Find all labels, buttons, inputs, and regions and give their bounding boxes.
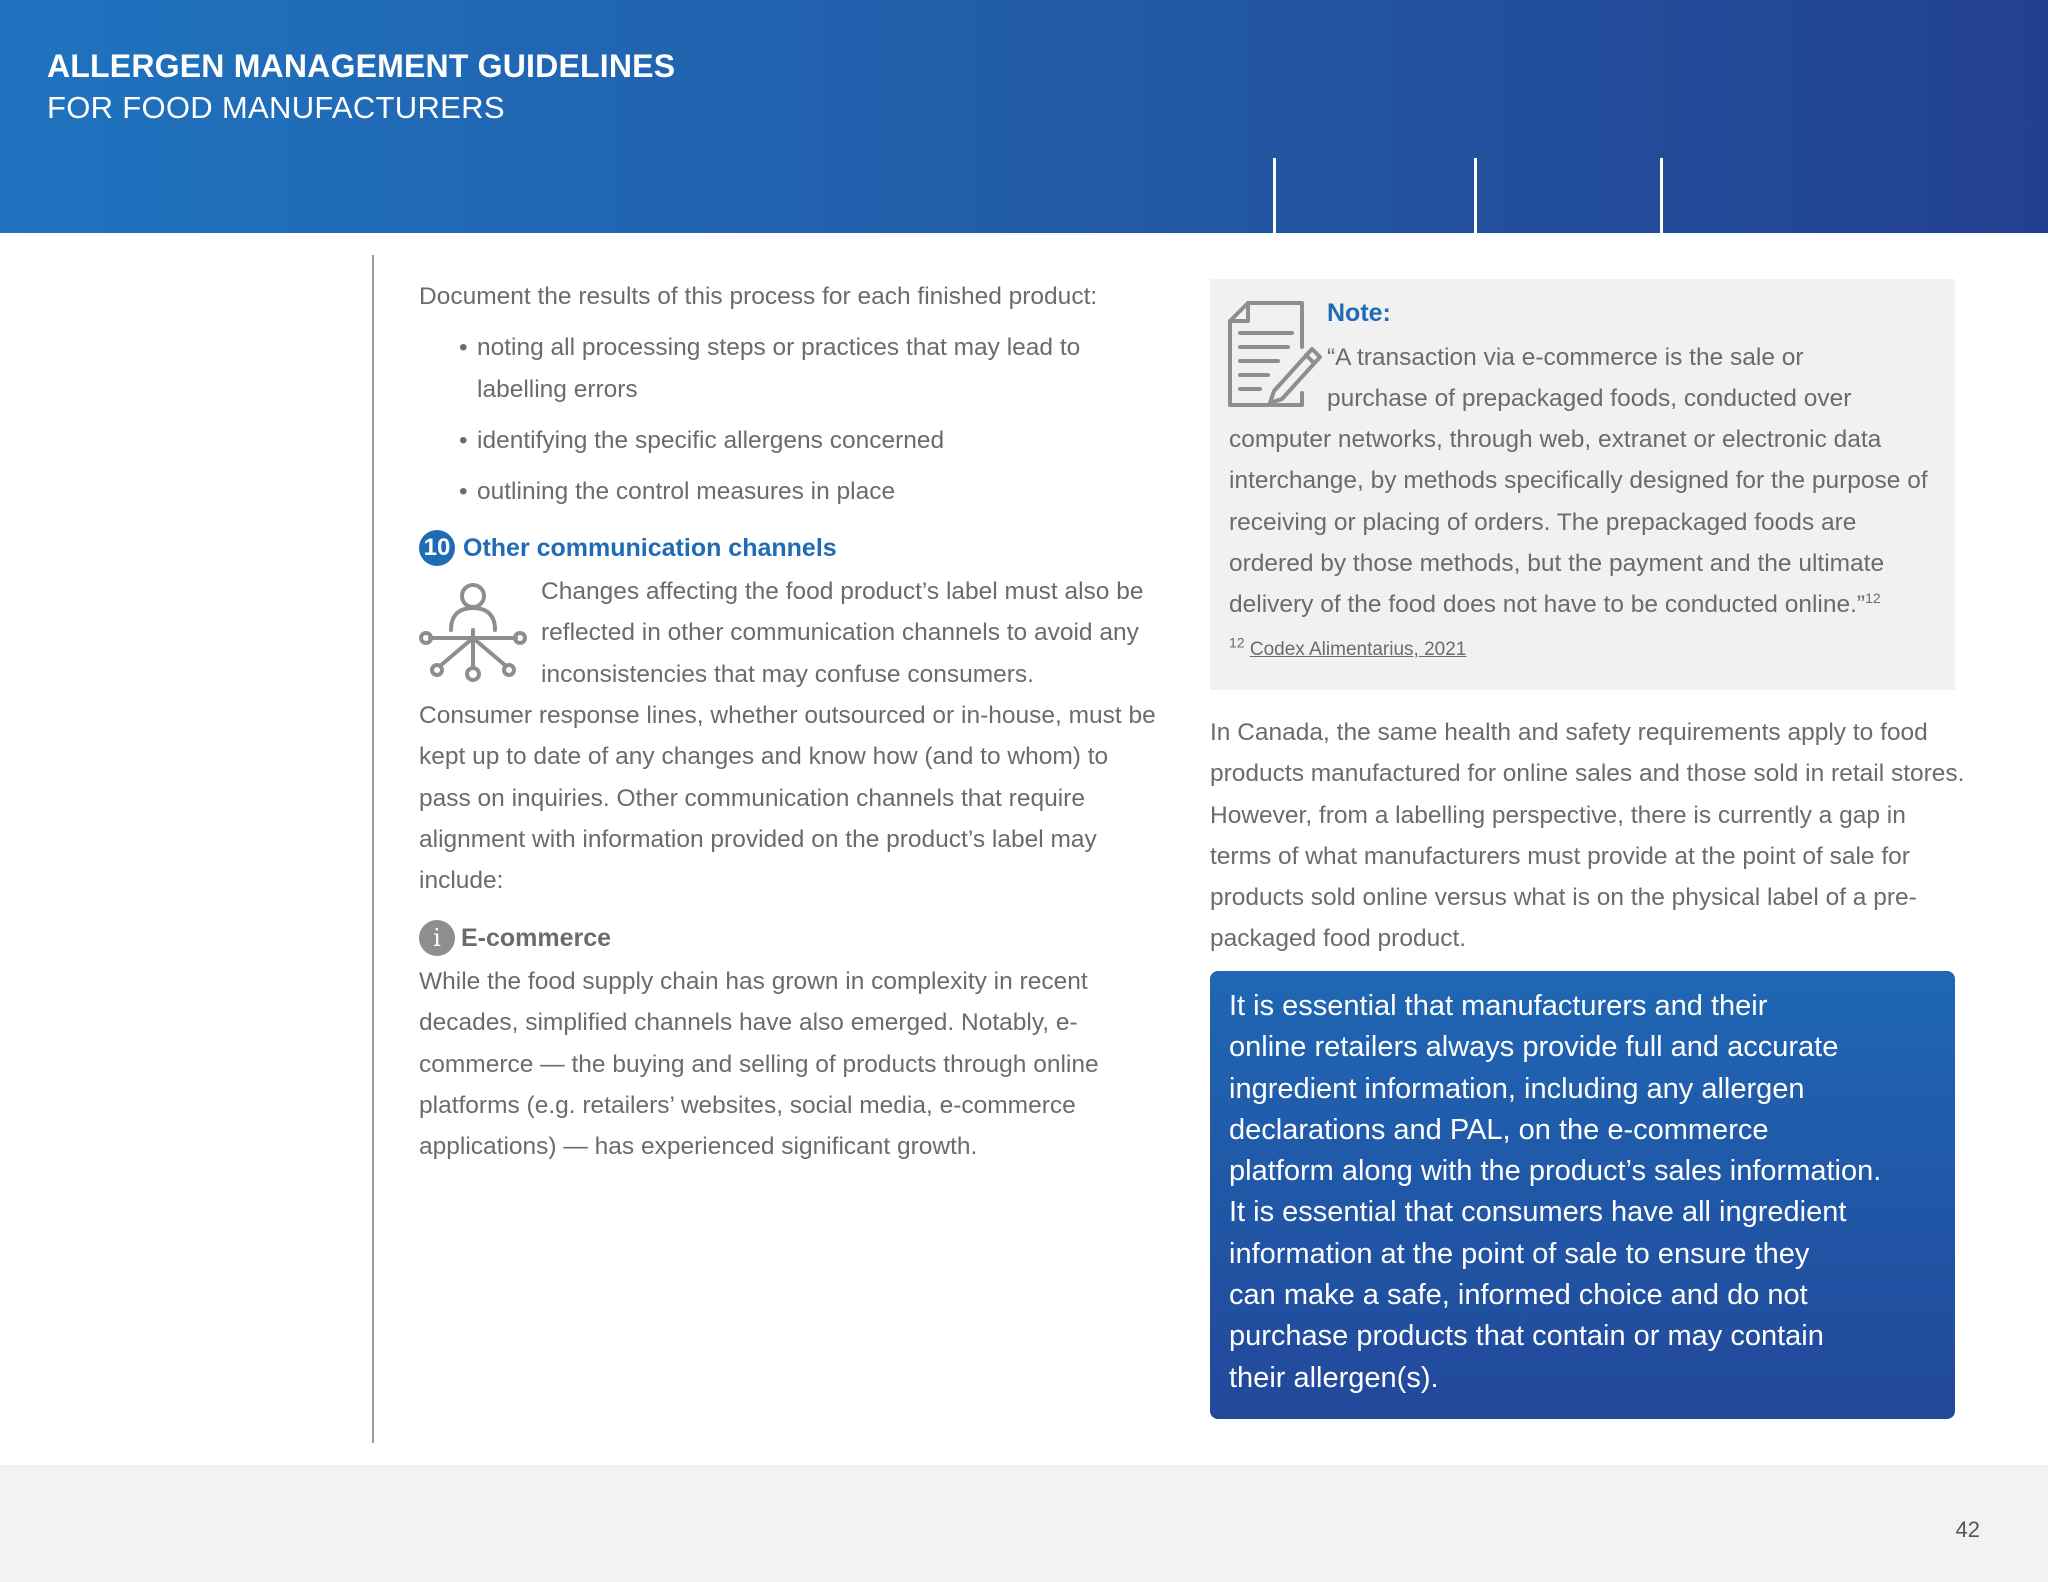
callout-line: online retailers always provide full and accurate (1229, 1031, 1839, 1064)
tab-divider (1660, 158, 1663, 233)
note-box (1210, 279, 1955, 690)
callout-line: ingredient information, including any allergen (1229, 1072, 1805, 1105)
bullet-item: • noting all processing steps or practices that may lead to labelling errors (441, 327, 1159, 410)
note-footnote (1229, 634, 1467, 661)
callout-line: platform along with the product’s sales information. (1229, 1155, 1882, 1188)
left-column-intro (419, 276, 1159, 512)
section-title: Other communication channels (463, 533, 837, 562)
note-quote-line: “A transaction via e-commerce is the sale or (1327, 344, 1804, 371)
note-quote-line: purchase of prepackaged foods, conducted over (1327, 385, 1852, 413)
document-title: ALLERGEN MANAGEMENT GUIDELINES (47, 48, 676, 84)
note-quote-rest: computer networks, through web, extranet or electronic data interchange, by methods specifically designed for the purpose of receiving or placing of orders. The prepackaged foods are ordered by those methods, but the payment and the ultimate delivery of the food does not have to be conducted online.” (1229, 426, 1928, 619)
callout-line: It is essential that consumers have all ingredient (1229, 1196, 1847, 1229)
note-quote-body (1229, 419, 1944, 625)
bullet-item: • outlining the control measures in place (441, 471, 1159, 512)
tab-divider (1474, 158, 1477, 233)
document-subtitle: FOR FOOD MANUFACTURERS (47, 90, 505, 125)
footnote-link[interactable]: Codex Alimentarius, 2021 (1249, 639, 1467, 660)
ecommerce-title: E-commerce (461, 923, 612, 952)
note-quote-start (1327, 337, 1937, 420)
note-label: Note: (1327, 299, 1391, 327)
network-people-icon (418, 578, 528, 688)
callout-line: declarations and PAL, on the e-commerce (1229, 1113, 1769, 1146)
intro-text: Document the results of this process for each finished product: (419, 283, 1098, 310)
page-footer (0, 1465, 2048, 1582)
channels-paragraph: Changes affecting the food product’s label must also be reflected in other communication channels to avoid any inconsistencies that may confuse consumers. (541, 578, 1144, 688)
header-banner (0, 0, 2048, 233)
ecommerce-paragraph: While the food supply chain has grown in complexity in recent decades, simplified channels have also emerged. Notably, e-commerce — the buying and selling of products through online platforms (e.g. retailers’ websites, social media, e-commerce applications) — has experienced significant growth. (419, 968, 1099, 1161)
canada-paragraph: In Canada, the same health and safety requirements apply to food products manufactured for online sales and those sold in retail stores. However, from a labelling perspective, there is currently a gap in terms of what manufacturers must provide at the point of sale for products sold online versus what is on the physical label of a pre-packaged food product. (1210, 719, 1965, 953)
footnote-number: 12 (1229, 634, 1245, 651)
callout-line: can make a safe, informed choice and do not (1229, 1279, 1808, 1312)
channels-paragraph-2: Consumer response lines, whether outsourced or in-house, must be kept up to date of any changes and know how (and to whom) to pass on inquiries. Other communication channels that require alignment with information provided on the product’s label may include: (419, 702, 1156, 895)
section-number-badge: 10 (419, 530, 455, 566)
footnote-ref: 12 (1865, 590, 1881, 607)
column-rule (372, 255, 374, 1443)
section-heading (419, 530, 837, 566)
callout-text (1229, 986, 1939, 1399)
bullet-item: • identifying the specific allergens concerned (441, 420, 1159, 461)
callout-line: their allergen(s). (1229, 1361, 1439, 1394)
callout-line: purchase products that contain or may contain (1229, 1320, 1824, 1353)
info-icon: i (419, 920, 455, 956)
document-pencil-icon (1226, 299, 1322, 409)
callout-line: information at the point of sale to ensure they (1229, 1237, 1810, 1270)
page-number: 42 (1955, 1517, 1980, 1542)
callout-line: It is essential that manufacturers and their (1229, 990, 1768, 1022)
tab-divider (1273, 158, 1276, 233)
ecommerce-heading (419, 920, 611, 956)
callout-box (1210, 971, 1955, 1419)
